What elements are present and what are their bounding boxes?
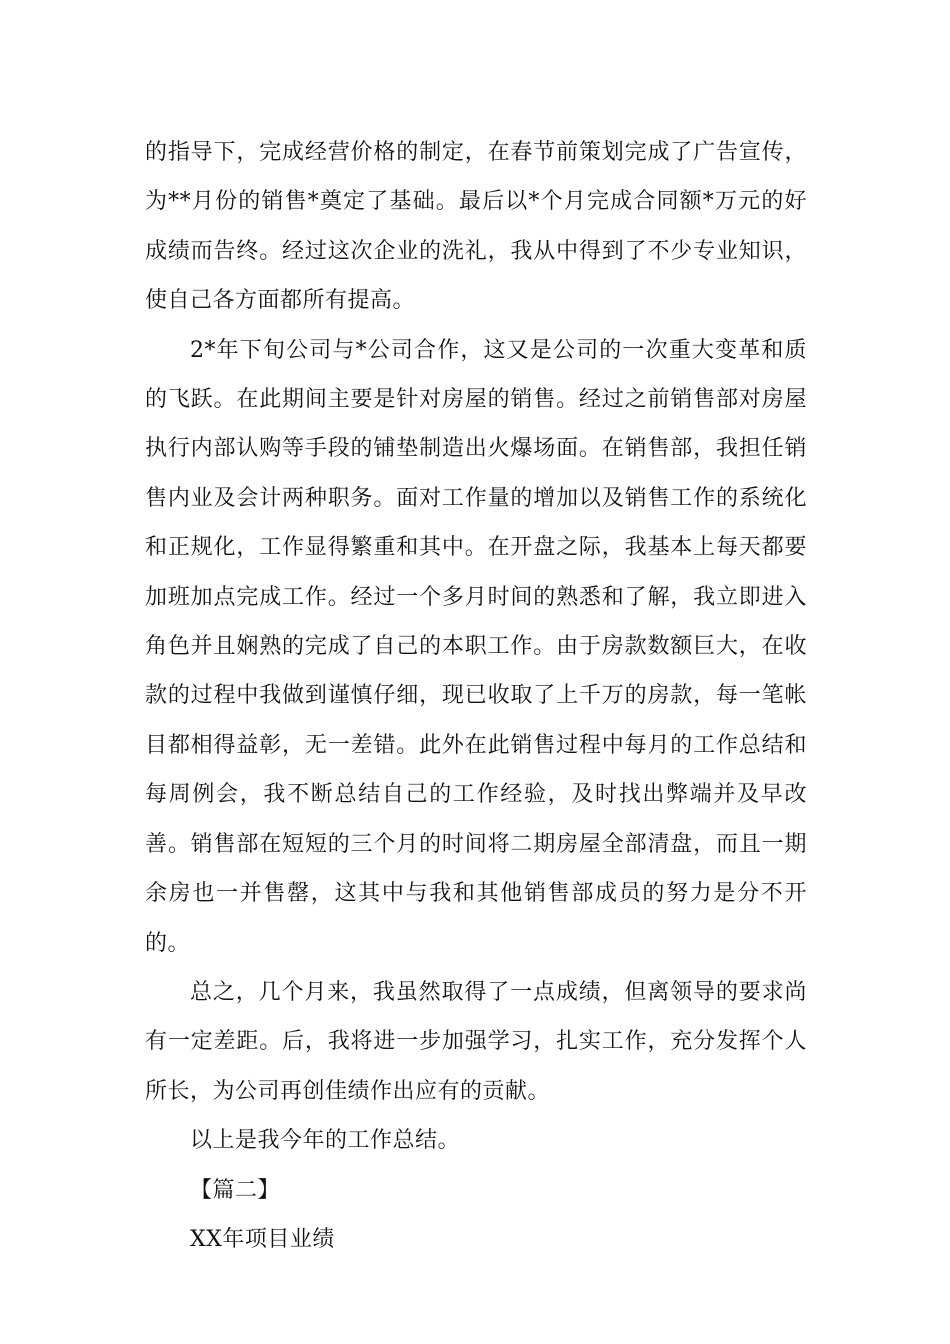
paragraph-closing: 以上是我今年的工作总结。 (190, 1128, 461, 1154)
paragraph-cooperation: 2*年下旬公司与*公司合作，这又是公司的一次重大变革和质的飞跃。在此期间主要是针对房屋的销售。经过之前销售部对房屋执行内部认购等手段的铺垫制造出火爆场面。在销售部，我担任销售内业及会计两种职务。面对工作量的增加以及销售工作的系统化和正规化，工作显得繁重和其中。在开盘之际，我基本上每天都要加班加点完成工作。经过一个多月时间的熟悉和了解，我立即进入角色并且娴熟的完成了自己的本职工作。由于房款数额巨大，在收款的过程中我做到谨慎仔细，现已收取了上千万的房款，每一笔帐目都相得益彰，无一差错。此外在此销售过程中每月的工作总结和每周例会，我不断总结自己的工作经验，及时找出弊端并及早改善。销售部在短短的三个月的时间将二期房屋全部清盘，而且一期余房也一并售罄，这其中与我和其他销售部成员的努力是分不开的。 (145, 337, 807, 956)
section-heading: 【篇二】 (190, 1177, 281, 1203)
paragraph-conclusion: 总之，几个月来，我虽然取得了一点成绩，但离领导的要求尚有一定差距。后，我将进一步加强学习，扎实工作，充分发挥个人所长，为公司再创佳绩作出应有的贡献。 (145, 979, 807, 1104)
document-page (145, 128, 807, 1264)
paragraph-continuation: 的指导下，完成经营价格的制定，在春节前策划完成了广告宣传，为**月份的销售*奠定了基础。最后以*个月完成合同额*万元的好成绩而告终。经过这次企业的洗礼，我从中得到了不少专业知识，使自己各方面都所有提高。 (145, 140, 807, 314)
subsection-heading: XX年项目业绩 (190, 1226, 335, 1252)
